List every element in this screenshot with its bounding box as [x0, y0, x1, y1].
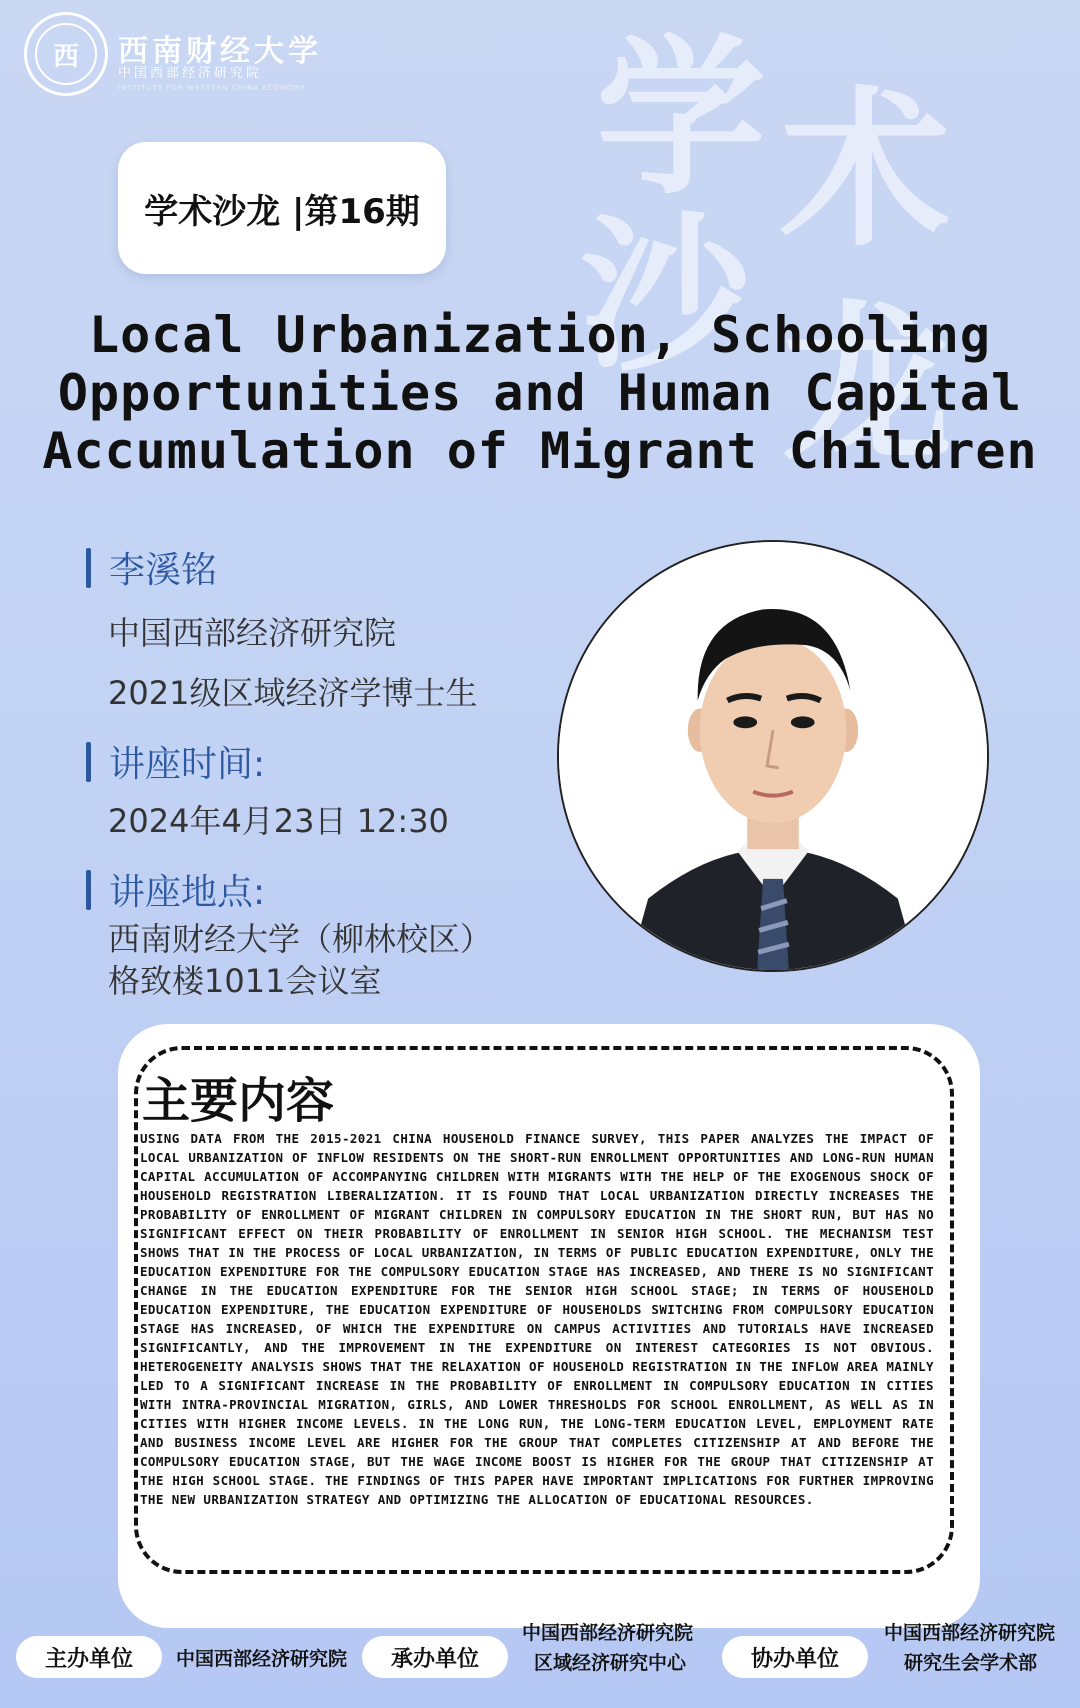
accent-bar — [86, 870, 91, 910]
watermark-char-4: 龙 — [782, 286, 953, 484]
watermark-char-2: 术 — [780, 72, 951, 270]
watermark-char-1: 学 — [596, 20, 767, 218]
abstract-text: USING DATA FROM THE 2015-2021 CHINA HOUSEHOLD FINANCE SURVEY, THIS PAPER ANALYZES THE IMPACT OF LOCAL URBANIZATION OF INFLOW RESIDENTS ON THE SHORT-RUN ENROLLMENT OPPORTUNITIES AND LONG-RUN HUMAN CAPITAL ACCUMULATION OF ACCOMPANYING CHILDREN WITH MIGRANTS WITH THE HELP OF THE EXOGENOUS SHOCK OF HOUSEHOLD REGISTRATION LIBERALIZATION. IT IS FOUND THAT LOCAL URBANIZATION DIRECTLY INCREASES THE PROBABILITY OF ENROLLMENT OF MIGRANT CHILDREN IN COMPULSORY EDUCATION IN THE SHORT RUN, BUT HAS NO SIGNIFICANT EFFECT ON THEIR PROBABILITY OF ENROLLMENT IN SENIOR HIGH SCHOOL. THE MECHANISM TEST SHOWS THAT IN THE PROCESS OF LOCAL URBANIZATION, IN TERMS OF PUBLIC EDUCATION EXPENDITURE, ONLY THE EDUCATION EXPENDITURE FOR THE COMPULSORY EDUCATION STAGE HAS INCREASED, AND THERE IS NO SIGNIFICANT CHANGE IN THE EDUCATION EXPENDITURE FOR THE SENIOR HIGH SCHOOL STAGE; IN TERMS OF HOUSEHOLD EDUCATION EXPENDITURE, THE EDUCATION EXPENDITURE OF HOUSEHOLDS SWITCHING FROM COMPULSORY EDUCATION STAGE HAS INCREASED, OF WHICH THE EXPENDITURE ON CAMPUS ACTIVITIES AND TUTORIALS HAVE INCREASED SIGNIFICANTLY, AND THE IMPROVEMENT IN THE EXPENDITURE ON INTEREST CATEGORIES IS NOT OBVIOUS. HETEROGENEITY ANALYSIS SHOWS THAT THE RELAXATION OF HOUSEHOLD REGISTRATION IN THE INFLOW AREA MAINLY LED TO A SIGNIFICANT INCREASE IN THE PROBABILITY OF ENROLLMENT IN COMPULSORY EDUCATION IN CITIES WITH INTRA-PROVINCIAL MIGRATION, GIRLS, AND LOWER THRESHOLDS FOR SCHOOL ENROLLMENT, AS WELL AS IN CITIES WITH HIGHER INCOME LEVELS. IN THE LONG RUN, THE LONG-TERM EDUCATION LEVEL, EMPLOYMENT RATE AND BUSINESS INCOME LEVEL ARE HIGHER FOR THE GROUP THAT COMPLETES CITIZENSHIP AT AND BEFORE THE COMPULSORY EDUCATION STAGE, BUT THE WAGE INCOME BOOST IS HIGHER FOR THE GROUP THAT CITIZENSHIP AT THE HIGH SCHOOL STAGE. THE FINDINGS OF THIS PAPER HAVE IMPORTANT IMPLICATIONS FOR FURTHER IMPROVING THE NEW URBANIZATION STRATEGY AND OPTIMIZING THE ALLOCATION OF EDUCATIONAL RESOURCES. — [140, 1131, 934, 1507]
title-line-1: Local Urbanization, Schooling — [89, 306, 991, 364]
accent-bar — [86, 742, 91, 782]
accent-bar — [86, 548, 91, 588]
speaker-name: 李溪铭 — [109, 550, 218, 591]
co-organizer-line-1: 中国西部经济研究院 — [884, 1622, 1056, 1644]
university-name: 西南财经大学 — [118, 34, 322, 69]
host-name: 中国西部经济研究院 — [176, 1648, 348, 1670]
watermark-char-3: 沙 — [580, 198, 751, 396]
time-label: 讲座时间: — [109, 744, 266, 785]
title-line-2: Opportunities and Human Capital — [57, 364, 1023, 422]
title-line-3: Accumulation of Migrant Children — [42, 422, 1038, 480]
speaker-affiliation: 中国西部经济研究院 — [108, 614, 397, 652]
location-line-1: 西南财经大学（柳林校区） — [108, 920, 493, 958]
speaker-program: 2021级区域经济学博士生 — [108, 674, 478, 712]
time-label-row — [86, 736, 265, 787]
portrait-illustration — [559, 540, 987, 972]
organizer-label: 承办单位 — [362, 1636, 508, 1678]
co-organizer-line-2: 研究生会学术部 — [904, 1652, 1038, 1674]
talk-title — [20, 306, 1060, 480]
location-label-row — [86, 864, 265, 915]
speaker-portrait — [557, 540, 989, 972]
content-heading: 主要内容 — [142, 1073, 335, 1129]
location-label: 讲座地点: — [109, 872, 266, 913]
host-label: 主办单位 — [16, 1636, 162, 1678]
speaker-name-row — [86, 542, 217, 593]
institute-name: 中国西部经济研究院 — [118, 66, 263, 81]
location-line-2: 格致楼1011会议室 — [108, 962, 382, 1000]
organizer-line-2: 区域经济研究中心 — [534, 1652, 687, 1674]
university-seal-icon: 西 — [24, 12, 108, 96]
salon-badge: 学术沙龙 |第16期 — [118, 142, 446, 274]
institute-name-en: INSTITUTE FOR WESTERN CHINA ECONOMY — [118, 84, 306, 92]
organizer-line-1: 中国西部经济研究院 — [522, 1622, 694, 1644]
co-organizer-label: 协办单位 — [722, 1636, 868, 1678]
time-value: 2024年4月23日 12:30 — [108, 802, 449, 840]
